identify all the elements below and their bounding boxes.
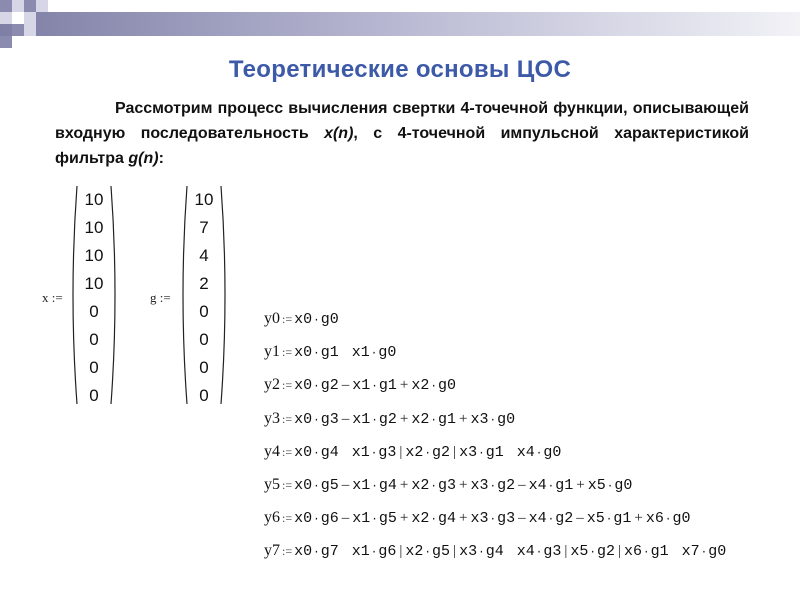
x-vector-value: 0: [89, 302, 99, 321]
assign-symbol: :=: [282, 511, 293, 525]
product-term: [411, 377, 456, 394]
g-factor: g1: [650, 543, 669, 560]
assign-symbol: :=: [282, 312, 293, 326]
product-term: [517, 543, 562, 560]
operator: –: [341, 411, 350, 427]
operator: –: [518, 510, 526, 526]
g-vector-values: [184, 186, 224, 410]
multiply-dot: ·: [313, 481, 320, 493]
operator: –: [341, 377, 350, 393]
multiply-dot: ·: [424, 448, 432, 460]
x-factor: x3: [459, 543, 478, 560]
equation-row: [264, 310, 339, 330]
multiply-dot: ·: [547, 514, 555, 526]
g-factor: g3: [543, 543, 562, 560]
multiply-dot: ·: [371, 514, 378, 526]
x-factor: x0: [294, 344, 313, 361]
multiply-dot: ·: [700, 547, 708, 559]
operator: [339, 543, 352, 559]
product-term: [411, 510, 456, 527]
x-factor: x2: [411, 477, 430, 494]
x-factor: x6: [645, 510, 664, 527]
multiply-dot: ·: [430, 481, 437, 493]
operator: +: [459, 411, 468, 427]
equation-lhs: y2: [264, 376, 280, 393]
multiply-dot: ·: [664, 514, 672, 526]
x-factor: x6: [624, 543, 643, 560]
multiply-dot: ·: [371, 415, 378, 427]
x-factor: x0: [294, 444, 313, 461]
checker-ornament: [0, 0, 60, 48]
assign-symbol: :=: [282, 378, 293, 392]
g-vector-value: 0: [199, 330, 209, 349]
multiply-dot: ·: [371, 481, 378, 493]
equation-row: [264, 509, 691, 529]
g-factor: g5: [320, 477, 339, 494]
intro-part3: :: [158, 150, 164, 167]
g-vector-value: 7: [199, 218, 209, 237]
x-factor: x1: [352, 477, 371, 494]
x-factor: x2: [405, 444, 424, 461]
operator: |: [564, 543, 568, 559]
intro-g: g(n): [128, 150, 159, 167]
operator: –: [341, 477, 350, 493]
operator: [504, 543, 517, 559]
operator: [339, 444, 352, 460]
operator: [504, 444, 517, 460]
operator: +: [399, 477, 409, 493]
multiply-dot: ·: [370, 348, 378, 360]
product-term: [588, 477, 633, 494]
operator: |: [399, 543, 403, 559]
multiply-dot: ·: [589, 547, 596, 559]
x-factor: x4: [528, 510, 547, 527]
x-factor: x1: [351, 344, 370, 361]
equation-row: [264, 443, 561, 463]
x-factor: x7: [681, 543, 700, 560]
product-term: [587, 510, 632, 527]
g-factor: g2: [555, 510, 574, 527]
intro-paragraph: [55, 96, 749, 171]
operator: +: [399, 377, 409, 393]
g-factor: g3: [497, 510, 516, 527]
operator: –: [576, 510, 584, 526]
multiply-dot: ·: [424, 547, 432, 559]
x-factor: x4: [516, 543, 535, 560]
product-term: [529, 477, 574, 494]
multiply-dot: ·: [489, 514, 497, 526]
product-term: [517, 444, 562, 461]
x-factor: x0: [294, 510, 313, 527]
multiply-dot: ·: [478, 547, 485, 559]
x-factor: x3: [470, 510, 489, 527]
x-factor: x3: [459, 444, 478, 461]
product-term: [624, 543, 669, 560]
equation-row: [264, 476, 632, 496]
product-term: [470, 411, 515, 428]
equation-lhs: y3: [264, 410, 280, 427]
multiply-dot: ·: [430, 381, 437, 393]
x-factor: x2: [411, 377, 430, 394]
assign-symbol: :=: [282, 544, 293, 558]
x-vector-value: 10: [84, 246, 104, 265]
intro-x: x(n): [324, 125, 354, 142]
x-factor: x1: [351, 543, 370, 560]
g-factor: g1: [485, 444, 504, 461]
x-factor: x0: [294, 411, 313, 428]
multiply-dot: ·: [370, 547, 378, 559]
x-factor: x4: [528, 477, 547, 494]
intro-part1: Рассмотрим процесс вычисления свертки 4-точечной функции, описывающей входную последовательность: [55, 100, 749, 142]
multiply-dot: ·: [370, 448, 378, 460]
x-vector-label: x :=: [42, 290, 63, 305]
assign-symbol: :=: [282, 345, 293, 359]
multiply-dot: ·: [535, 547, 543, 559]
product-term: [405, 543, 450, 560]
operator: +: [576, 477, 585, 493]
multiply-dot: ·: [489, 481, 497, 493]
g-factor: g1: [378, 377, 397, 394]
assign-symbol: :=: [282, 445, 293, 459]
g-factor: g0: [320, 311, 339, 328]
equation-lhs: y7: [264, 542, 280, 559]
g-factor: g0: [672, 510, 691, 527]
x-factor: x1: [351, 444, 370, 461]
x-vector-values: [74, 186, 114, 410]
x-vector-value: 10: [84, 218, 104, 237]
g-factor: g4: [437, 510, 456, 527]
operator: |: [618, 543, 622, 559]
g-factor: g4: [320, 444, 339, 461]
x-factor: x1: [352, 377, 371, 394]
header-gradient-band: [0, 12, 800, 36]
g-factor: g1: [613, 510, 632, 527]
multiply-dot: ·: [313, 547, 320, 559]
product-term: [459, 444, 504, 461]
product-term: [405, 444, 450, 461]
x-factor: x1: [352, 510, 371, 527]
x-factor: x4: [516, 444, 535, 461]
product-term: [352, 510, 397, 527]
multiply-dot: ·: [313, 381, 320, 393]
product-term: [682, 543, 727, 560]
product-term: [294, 311, 339, 328]
equation-row: [264, 343, 396, 363]
product-term: [570, 543, 615, 560]
equation-lhs: y6: [264, 509, 280, 526]
multiply-dot: ·: [313, 448, 320, 460]
equation-lhs: y4: [264, 443, 280, 460]
intro-part2: , с 4-точечной импульсной характеристикой фильтра: [55, 125, 749, 167]
g-factor: g7: [320, 543, 339, 560]
multiply-dot: ·: [643, 547, 650, 559]
g-factor: g3: [437, 477, 456, 494]
assign-symbol: :=: [282, 412, 293, 426]
g-factor: g5: [378, 510, 397, 527]
product-term: [352, 543, 397, 560]
operator: [339, 344, 352, 360]
equation-row: [264, 410, 515, 430]
x-factor: x2: [411, 411, 430, 428]
multiply-dot: ·: [478, 448, 485, 460]
multiply-dot: ·: [313, 315, 320, 327]
product-term: [352, 477, 397, 494]
g-factor: g2: [432, 444, 451, 461]
equation-row: [264, 542, 726, 562]
multiply-dot: ·: [430, 415, 437, 427]
g-factor: g4: [485, 543, 504, 560]
operator: +: [459, 510, 468, 526]
g-vector-value: 2: [199, 274, 209, 293]
g-factor: g0: [614, 477, 633, 494]
operator: +: [399, 411, 409, 427]
product-term: [294, 477, 339, 494]
multiply-dot: ·: [535, 448, 543, 460]
g-vector-label: g :=: [150, 290, 171, 305]
product-term: [459, 543, 504, 560]
product-term: [529, 510, 574, 527]
operator: |: [399, 444, 403, 460]
g-vector-value: 0: [199, 358, 209, 377]
g-vector-value: 10: [194, 190, 214, 209]
g-factor: g5: [432, 543, 451, 560]
g-factor: g0: [437, 377, 456, 394]
g-factor: g2: [320, 377, 339, 394]
operator: +: [634, 510, 643, 526]
product-term: [470, 477, 515, 494]
product-term: [294, 344, 339, 361]
product-term: [411, 477, 456, 494]
multiply-dot: ·: [489, 415, 497, 427]
operator: –: [518, 477, 526, 493]
g-factor: g0: [708, 543, 727, 560]
product-term: [294, 411, 339, 428]
x-factor: x1: [352, 411, 371, 428]
equation-lhs: y1: [264, 343, 280, 360]
x-factor: x0: [294, 543, 313, 560]
x-vector-value: 0: [89, 386, 99, 405]
equation-lhs: y5: [264, 476, 280, 493]
g-factor: g6: [378, 543, 397, 560]
slide-title: Теоретические основы ЦОС: [228, 56, 572, 83]
x-factor: x2: [411, 510, 430, 527]
assign-symbol: :=: [282, 478, 293, 492]
x-factor: x3: [470, 477, 489, 494]
equation-row: [264, 376, 456, 396]
g-factor: g6: [320, 510, 339, 527]
g-factor: g1: [555, 477, 574, 494]
g-factor: g0: [543, 444, 562, 461]
g-factor: g3: [378, 444, 397, 461]
x-factor: x3: [470, 411, 489, 428]
x-vector-value: 0: [89, 358, 99, 377]
operator: +: [399, 510, 409, 526]
product-term: [352, 344, 397, 361]
product-term: [352, 411, 397, 428]
multiply-dot: ·: [606, 481, 614, 493]
equation-lhs: y0: [264, 310, 280, 327]
g-factor: g4: [378, 477, 397, 494]
product-term: [294, 444, 339, 461]
product-term: [294, 377, 339, 394]
operator: +: [459, 477, 468, 493]
product-term: [646, 510, 691, 527]
multiply-dot: ·: [313, 514, 320, 526]
x-vector-value: 10: [84, 274, 104, 293]
g-factor: g0: [378, 344, 397, 361]
g-factor: g1: [437, 411, 456, 428]
multiply-dot: ·: [605, 514, 613, 526]
g-vector-value: 0: [199, 386, 209, 405]
g-factor: g0: [497, 411, 516, 428]
g-factor: g2: [378, 411, 397, 428]
operator: –: [341, 510, 350, 526]
g-factor: g2: [596, 543, 615, 560]
x-factor: x0: [294, 377, 313, 394]
g-vector-value: 4: [199, 246, 209, 265]
g-factor: g1: [320, 344, 339, 361]
product-term: [411, 411, 456, 428]
product-term: [294, 543, 339, 560]
multiply-dot: ·: [313, 415, 320, 427]
g-factor: g2: [497, 477, 516, 494]
x-factor: x5: [570, 543, 589, 560]
operator: [669, 543, 682, 559]
operator: |: [453, 543, 457, 559]
product-term: [352, 444, 397, 461]
x-factor: x2: [405, 543, 424, 560]
g-factor: g3: [320, 411, 339, 428]
multiply-dot: ·: [547, 481, 555, 493]
product-term: [352, 377, 397, 394]
x-factor: x0: [294, 311, 313, 328]
g-vector-value: 0: [199, 302, 209, 321]
x-factor: x5: [586, 510, 605, 527]
x-vector-value: 10: [84, 190, 104, 209]
product-term: [470, 510, 515, 527]
multiply-dot: ·: [430, 514, 437, 526]
multiply-dot: ·: [371, 381, 378, 393]
x-vector-value: 0: [89, 330, 99, 349]
multiply-dot: ·: [313, 348, 320, 360]
operator: |: [453, 444, 457, 460]
x-factor: x5: [587, 477, 606, 494]
x-factor: x0: [294, 477, 313, 494]
product-term: [294, 510, 339, 527]
